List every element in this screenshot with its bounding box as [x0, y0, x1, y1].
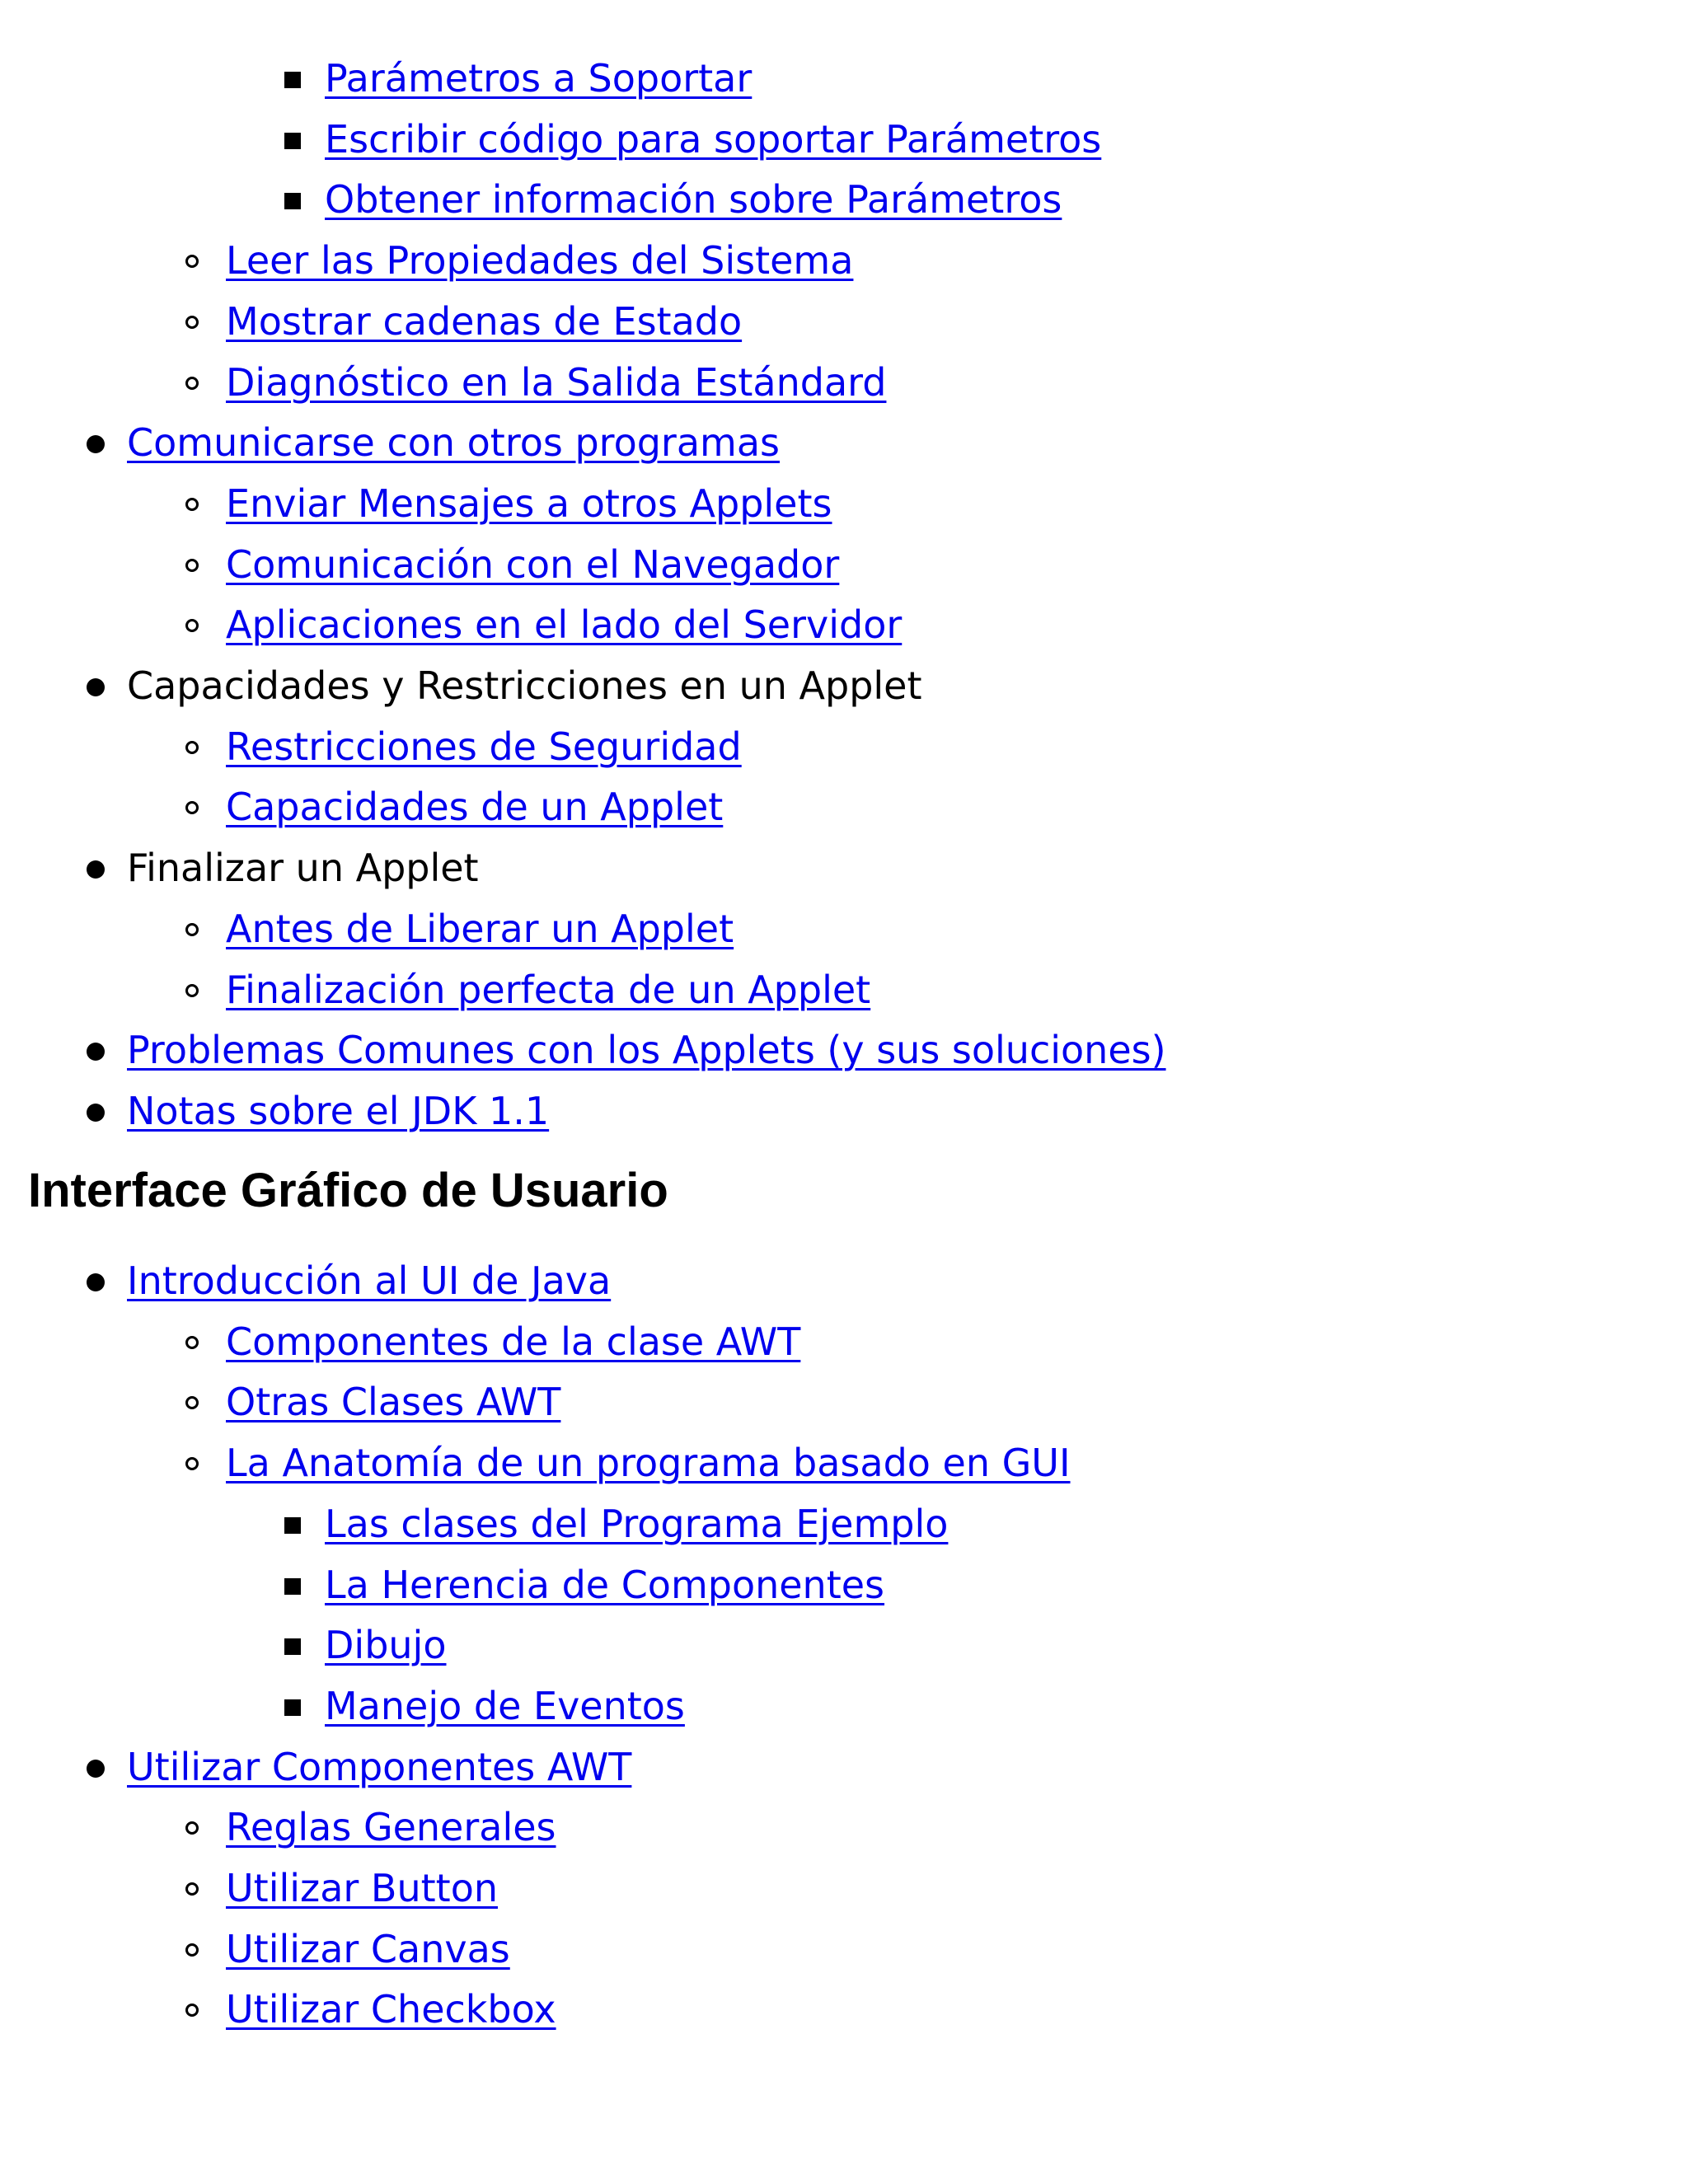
toc-link[interactable]: Utilizar Checkbox — [226, 1987, 556, 2032]
circle-bullet-icon — [185, 619, 199, 632]
square-bullet-icon — [284, 1517, 301, 1534]
circle-bullet-icon — [185, 801, 199, 814]
disc-bullet-icon — [87, 678, 105, 696]
toc-link[interactable]: Diagnóstico en la Salida Estándard — [226, 359, 887, 405]
disc-bullet-icon — [87, 1273, 105, 1291]
toc-link[interactable]: Escribir código para soportar Parámetros — [325, 116, 1102, 162]
toc-label: Finalizar un Applet — [127, 846, 479, 891]
toc-link[interactable]: Restricciones de Seguridad — [226, 724, 742, 769]
circle-bullet-icon — [185, 1882, 199, 1896]
toc-link[interactable]: Notas sobre el JDK 1.1 — [127, 1088, 550, 1133]
toc-link[interactable]: Utilizar Componentes AWT — [127, 1744, 632, 1789]
toc-link[interactable]: Manejo de Eventos — [325, 1683, 685, 1728]
toc-link[interactable]: Problemas Comunes con los Applets (y sus soluciones) — [127, 1028, 1166, 1073]
circle-bullet-icon — [185, 923, 199, 936]
toc-link[interactable]: Componentes de la clase AWT — [226, 1319, 801, 1364]
circle-bullet-icon — [185, 2004, 199, 2017]
toc-link[interactable]: Comunicarse con otros programas — [127, 420, 780, 466]
toc-link[interactable]: Utilizar Canvas — [226, 1926, 510, 1971]
toc-link[interactable]: Antes de Liberar un Applet — [226, 906, 734, 951]
toc-link[interactable]: Enviar Mensajes a otros Applets — [226, 480, 832, 526]
toc-label: Capacidades y Restricciones en un Applet — [127, 663, 922, 708]
square-bullet-icon — [284, 133, 301, 149]
disc-bullet-icon — [87, 860, 105, 879]
toc-link[interactable]: Utilizar Button — [226, 1866, 498, 1910]
section-heading: Interface Gráfico de Usuario — [28, 1164, 668, 1217]
toc-link[interactable]: Capacidades de un Applet — [226, 785, 724, 830]
toc-link[interactable]: Leer las Propiedades del Sistema — [226, 238, 854, 284]
toc-link[interactable]: Introducción al UI de Java — [127, 1258, 612, 1303]
disc-bullet-icon — [87, 435, 105, 453]
circle-bullet-icon — [185, 1396, 199, 1409]
circle-bullet-icon — [185, 559, 199, 572]
disc-bullet-icon — [87, 1104, 105, 1122]
toc-link[interactable]: Reglas Generales — [226, 1805, 556, 1850]
circle-bullet-icon — [185, 377, 199, 390]
toc-link[interactable]: La Herencia de Componentes — [325, 1562, 885, 1607]
circle-bullet-icon — [185, 1943, 199, 1957]
toc-link[interactable]: Las clases del Programa Ejemplo — [325, 1501, 949, 1546]
toc-link[interactable]: Dibujo — [325, 1623, 447, 1668]
circle-bullet-icon — [185, 1821, 199, 1835]
circle-bullet-icon — [185, 984, 199, 997]
toc-link[interactable]: Finalización perfecta de un Applet — [226, 967, 871, 1012]
toc-link[interactable]: Otras Clases AWT — [226, 1380, 561, 1425]
toc-link[interactable]: Obtener información sobre Parámetros — [325, 177, 1062, 223]
square-bullet-icon — [284, 1699, 301, 1716]
square-bullet-icon — [284, 1578, 301, 1595]
toc-link[interactable]: Aplicaciones en el lado del Servidor — [226, 602, 903, 648]
circle-bullet-icon — [185, 498, 199, 511]
toc-link[interactable]: Mostrar cadenas de Estado — [226, 298, 743, 344]
square-bullet-icon — [284, 193, 301, 209]
circle-bullet-icon — [185, 1336, 199, 1349]
square-bullet-icon — [284, 72, 301, 88]
toc-link[interactable]: La Anatomía de un programa basado en GUI — [226, 1441, 1071, 1486]
circle-bullet-icon — [185, 1457, 199, 1470]
circle-bullet-icon — [185, 741, 199, 754]
disc-bullet-icon — [87, 1043, 105, 1061]
toc-link[interactable]: Comunicación con el Navegador — [226, 541, 840, 587]
toc-link[interactable]: Parámetros a Soportar — [325, 56, 753, 101]
disc-bullet-icon — [87, 1760, 105, 1778]
square-bullet-icon — [284, 1638, 301, 1655]
circle-bullet-icon — [185, 255, 199, 268]
circle-bullet-icon — [185, 316, 199, 329]
